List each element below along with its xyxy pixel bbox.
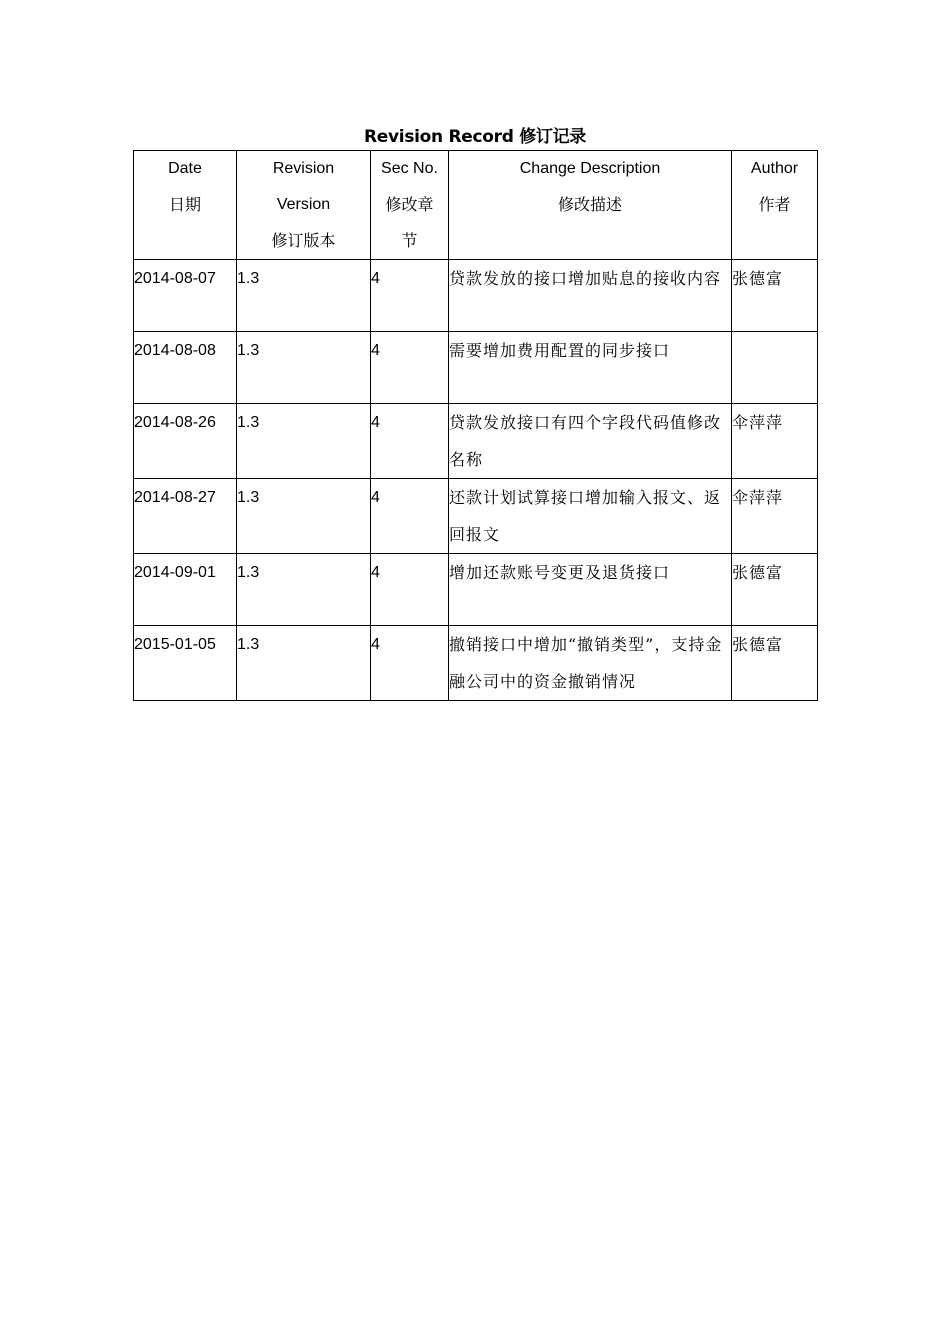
cell-description: 增加还款账号变更及退货接口 xyxy=(449,554,732,626)
header-author-en: Author xyxy=(750,160,799,177)
cell-author: 伞萍萍 xyxy=(732,479,818,554)
cell-date: 2014-08-07 xyxy=(134,260,237,332)
header-date-zh: 日期 xyxy=(168,195,201,214)
header-author xyxy=(732,151,818,260)
header-author-zh: 作者 xyxy=(758,195,791,214)
cell-description: 贷款发放的接口增加贴息的接收内容 xyxy=(449,260,732,332)
cell-author: 张德富 xyxy=(732,260,818,332)
header-description xyxy=(449,151,732,260)
header-date xyxy=(134,151,237,260)
cell-description: 需要增加费用配置的同步接口 xyxy=(449,332,732,404)
cell-description: 贷款发放接口有四个字段代码值修改名称 xyxy=(449,404,732,479)
cell-date: 2014-08-27 xyxy=(134,479,237,554)
header-version-en: Revision Version xyxy=(272,160,335,213)
cell-sec: 4 xyxy=(371,554,449,626)
header-description-zh: 修改描述 xyxy=(557,195,622,214)
cell-author: 伞萍萍 xyxy=(732,404,818,479)
table-row xyxy=(134,332,818,404)
cell-author: 张德富 xyxy=(732,554,818,626)
cell-version: 1.3 xyxy=(237,554,371,626)
header-sec-zh: 修改章节 xyxy=(385,195,434,250)
cell-date: 2014-08-26 xyxy=(134,404,237,479)
cell-version: 1.3 xyxy=(237,260,371,332)
cell-date: 2014-09-01 xyxy=(134,554,237,626)
cell-sec: 4 xyxy=(371,260,449,332)
table-header-row xyxy=(134,151,818,260)
table-row xyxy=(134,404,818,479)
cell-date: 2015-01-05 xyxy=(134,626,237,701)
cell-version: 1.3 xyxy=(237,404,371,479)
cell-author xyxy=(732,332,818,404)
table-row xyxy=(134,479,818,554)
cell-date: 2014-08-08 xyxy=(134,332,237,404)
cell-sec: 4 xyxy=(371,479,449,554)
cell-version: 1.3 xyxy=(237,479,371,554)
cell-version: 1.3 xyxy=(237,332,371,404)
cell-sec: 4 xyxy=(371,626,449,701)
cell-sec: 4 xyxy=(371,332,449,404)
cell-version: 1.3 xyxy=(237,626,371,701)
revision-table xyxy=(133,150,818,701)
header-sec xyxy=(371,151,449,260)
cell-sec: 4 xyxy=(371,404,449,479)
cell-description: 撤销接口中增加“撤销类型”，支持金融公司中的资金撤销情况 xyxy=(449,626,732,701)
cell-author: 张德富 xyxy=(732,626,818,701)
page-title: Revision Record 修订记录 xyxy=(363,127,587,147)
header-description-en: Change Description xyxy=(519,160,661,177)
header-version-zh: 修订版本 xyxy=(271,231,336,250)
table-row xyxy=(134,260,818,332)
table-row xyxy=(134,554,818,626)
header-date-en: Date xyxy=(168,160,202,177)
cell-description: 还款计划试算接口增加输入报文、返回报文 xyxy=(449,479,732,554)
header-sec-en: Sec No. xyxy=(381,160,438,177)
header-version xyxy=(237,151,371,260)
table-row xyxy=(134,626,818,701)
